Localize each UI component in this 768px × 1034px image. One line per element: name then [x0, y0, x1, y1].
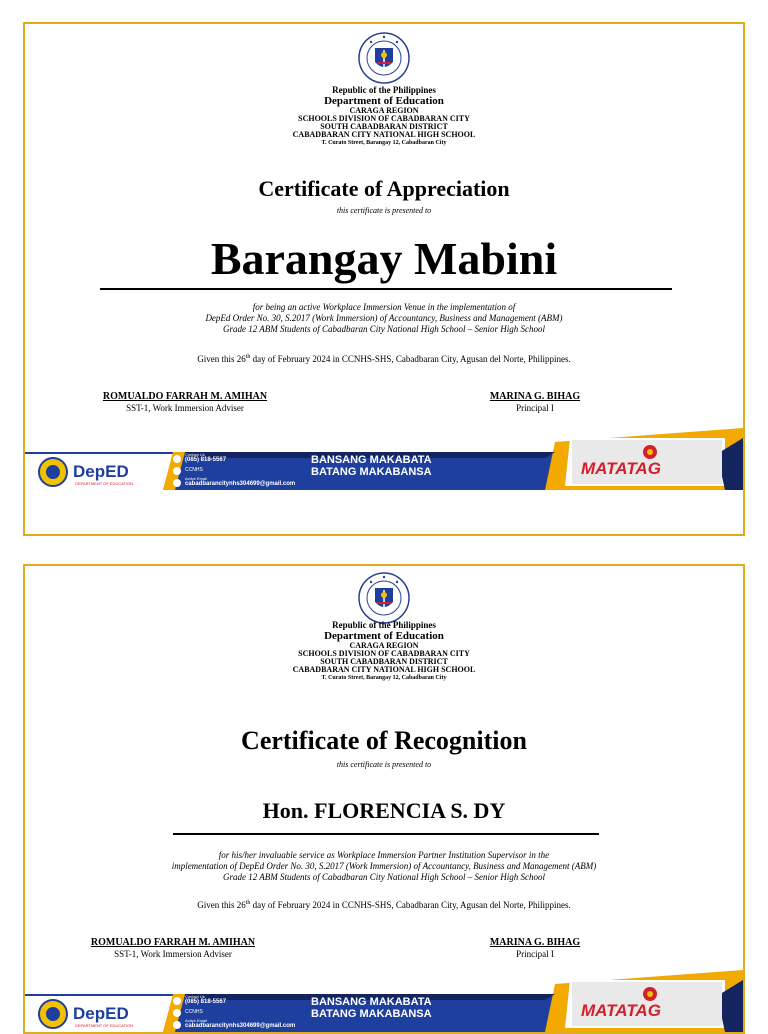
email-icon [173, 479, 181, 487]
phone-icon [173, 455, 181, 463]
adviser-signature [85, 392, 285, 413]
matatag-logo-text: MATATAG [581, 1001, 661, 1020]
deped-logo-subtext: DEPARTMENT OF EDUCATION [75, 481, 134, 486]
facebook-icon [173, 1009, 181, 1017]
certificate-title: Certificate of Appreciation [258, 176, 510, 201]
email-label: Active Email [185, 476, 208, 481]
contact-phone: (085) 818-5567 [185, 457, 227, 463]
email-label: Active Email [185, 1018, 208, 1023]
certificate-appreciation [23, 22, 745, 536]
slogan-line-2: BATANG MAKABANSA [311, 466, 432, 478]
body-line-2: implementation of DepEd Order No. 30, S.2017 (Work Immersion) of Accountancy, Business and Management (ABM) [171, 861, 597, 871]
adviser-role: SST-1, Work Immersion Adviser [126, 403, 244, 413]
presented-to-label: this certificate is presented to [336, 206, 432, 215]
address-label: T. Curato Street, Barangay 12, Cabadbaran City [321, 140, 447, 146]
recipient-underline [173, 833, 599, 835]
letterhead [25, 86, 743, 146]
district-label: SOUTH CABADBARAN DISTRICT [320, 122, 448, 131]
slogan [311, 454, 432, 478]
contact-email: cabadbarancitynhs304699@gmail.com [185, 1023, 296, 1029]
matatag-logo-text: MATATAG [581, 459, 661, 478]
certificate-title: Certificate of Recognition [241, 726, 527, 755]
deped-logo-text: DepED [73, 1004, 129, 1023]
division-label: SCHOOLS DIVISION OF CABADBARAN CITY [298, 114, 470, 123]
district-label: SOUTH CABADBARAN DISTRICT [320, 657, 448, 666]
region-label: CARAGA REGION [349, 106, 419, 115]
slogan-line-2: BATANG MAKABANSA [311, 1008, 432, 1020]
republic-label: Republic of the Philippines [332, 620, 436, 630]
principal-role: Principal I [516, 949, 554, 959]
contact-label: Contact Us [185, 452, 205, 457]
adviser-signature [73, 938, 273, 959]
school-label: CABADBARAN CITY NATIONAL HIGH SCHOOL [292, 665, 476, 674]
address-label: T. Curato Street, Barangay 12, Cabadbaran City [321, 675, 447, 681]
deped-seal-icon [358, 32, 410, 84]
body-line-1: for his/her invaluable service as Workplace Immersion Partner Institution Supervisor in the [218, 850, 550, 860]
letterhead [25, 621, 743, 681]
body-line-3: Grade 12 ABM Students of Cabadbaran City National High School – Senior High School [222, 324, 546, 334]
given-date-line: Given this 26th day of February 2024 in CCNHS-SHS, Cabadbaran City, Agusan del Norte, Philippines. [197, 354, 571, 364]
recipient-name: Barangay Mabini [210, 233, 558, 284]
principal-signature [475, 392, 595, 413]
contact-block [185, 453, 295, 487]
principal-signature [475, 938, 595, 959]
department-label: Department of Education [324, 630, 444, 642]
facebook-icon [173, 467, 181, 475]
contact-facebook: CCNHS [185, 467, 203, 473]
email-icon [173, 1021, 181, 1029]
deped-logo-subtext: DEPARTMENT OF EDUCATION [75, 1023, 134, 1028]
adviser-name: ROMUALDO FARRAH M. AMIHAN [90, 937, 256, 948]
given-date-line: Given this 26th day of February 2024 in CCNHS-SHS, Cabadbaran City, Agusan del Norte, Philippines. [197, 900, 571, 910]
presented-to-label: this certificate is presented to [336, 760, 432, 769]
certificate-body [25, 302, 743, 335]
contact-label: Contact Us [185, 994, 205, 999]
body-line-2: DepEd Order No. 30, S.2017 (Work Immersion) of Accountancy, Business and Management (ABM) [205, 313, 563, 323]
certificate-recognition [23, 564, 745, 1034]
department-label: Department of Education [324, 95, 444, 107]
division-label: SCHOOLS DIVISION OF CABADBARAN CITY [298, 649, 470, 658]
contact-facebook: CCNHS [185, 1009, 203, 1015]
principal-name: MARINA G. BIHAG [489, 391, 581, 402]
slogan-line-1: BANSANG MAKABATA [311, 996, 432, 1008]
contact-email: cabadbarancitynhs304699@gmail.com [185, 481, 296, 487]
school-label: CABADBARAN CITY NATIONAL HIGH SCHOOL [292, 130, 476, 139]
adviser-name: ROMUALDO FARRAH M. AMIHAN [102, 391, 268, 402]
contact-phone: (085) 818-5567 [185, 999, 227, 1005]
region-label: CARAGA REGION [349, 641, 419, 650]
body-line-3: Grade 12 ABM Students of Cabadbaran City National High School – Senior High School [222, 872, 546, 882]
certificate-body [25, 850, 743, 883]
recipient-underline [100, 288, 672, 290]
deped-seal-icon [358, 572, 410, 624]
principal-name: MARINA G. BIHAG [489, 937, 581, 948]
slogan-line-1: BANSANG MAKABATA [311, 454, 432, 466]
phone-icon [173, 997, 181, 1005]
footer-banner [25, 970, 743, 1032]
footer-banner [25, 428, 743, 490]
adviser-role: SST-1, Work Immersion Adviser [114, 949, 232, 959]
body-line-1: for being an active Workplace Immersion Venue in the implementation of [252, 302, 516, 312]
recipient-name: Hon. FLORENCIA S. DY [262, 798, 506, 823]
slogan [311, 996, 432, 1020]
republic-label: Republic of the Philippines [332, 85, 436, 95]
deped-logo-text: DepED [73, 462, 129, 481]
principal-role: Principal I [516, 403, 554, 413]
